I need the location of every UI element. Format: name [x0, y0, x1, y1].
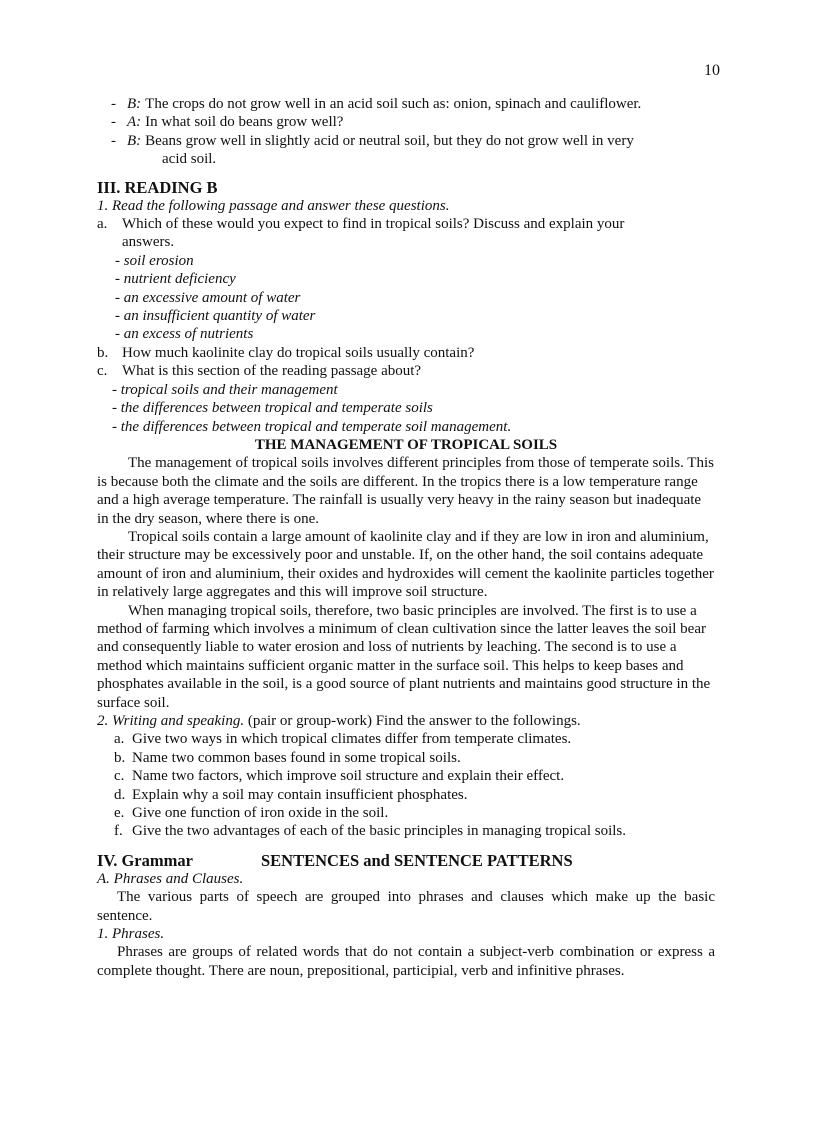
grammar-subheading: 1. Phrases.	[97, 926, 165, 943]
option-item: - the differences between tropical and temperate soils	[112, 400, 433, 417]
page-number: 10	[704, 62, 720, 79]
reading-instruction: 1. Read the following passage and answer these questions.	[97, 197, 450, 214]
task-letter: b.	[114, 749, 126, 766]
question-text: Which of these would you expect to find in tropical soils? Discuss and explain your	[122, 216, 625, 233]
dialogue-continuation: acid soil.	[162, 151, 217, 168]
passage-paragraph: Tropical soils contain a large amount of kaolinite clay and if they are low in iron and aluminium, their structure may be excessively poor and unstable. If, on the other hand, the soil contains adequate amount of iron and aluminium, their oxides and hydroxides will cement the kaolinite particles together in relatively large aggregates and this will improve soil structure.	[97, 528, 714, 601]
grammar-paragraph: The various parts of speech are grouped into phrases and clauses which make up the basic sentence.	[97, 889, 715, 924]
task-item	[97, 730, 715, 748]
speaker: B:	[127, 96, 142, 112]
question-letter: a.	[97, 216, 108, 233]
passage-title: THE MANAGEMENT OF TROPICAL SOILS	[254, 436, 558, 453]
grammar-paragraph: Phrases are groups of related words that do not contain a subject-verb combination or express a complete thought. There are noun, prepositional, participial, verb and infinitive phrases.	[97, 944, 715, 979]
grammar-subheading: A. Phrases and Clauses.	[97, 870, 244, 887]
dialogue-dash: -	[111, 96, 116, 112]
task-letter: c.	[114, 768, 125, 785]
question-letter: c.	[97, 363, 108, 380]
grammar-title: SENTENCES and SENTENCE PATTERNS	[261, 850, 573, 870]
task-text: Name two factors, which improve soil structure and explain their effect.	[132, 768, 565, 785]
task-text: Give one function of iron oxide in the soil.	[132, 805, 389, 822]
option-item: - nutrient deficiency	[115, 271, 236, 288]
question-continuation: answers.	[122, 234, 175, 251]
dialogue	[97, 95, 715, 169]
writing-instruction	[97, 712, 715, 730]
speaker: A:	[127, 114, 142, 131]
task-item	[97, 749, 715, 767]
writing-label: 2. Writing and speaking.	[97, 713, 245, 729]
task-letter: a.	[114, 731, 125, 748]
option-item: - the differences between tropical and temperate soil management.	[112, 418, 512, 435]
question-text: How much kaolinite clay do tropical soils usually contain?	[122, 344, 475, 361]
dialogue-dash: -	[111, 132, 116, 149]
task-text: Explain why a soil may contain insufficient phosphates.	[132, 786, 468, 803]
option-item: - an excessive amount of water	[115, 289, 301, 306]
task-letter: e.	[114, 805, 125, 822]
question-a	[97, 215, 715, 233]
section-heading-grammar	[97, 851, 715, 870]
task-item	[97, 804, 715, 822]
grammar-heading: IV. Grammar	[97, 850, 193, 870]
dialogue-text: The crops do not grow well in an acid soil such as: onion, spinach and cauliflower.	[145, 96, 642, 112]
dialogue-text: Beans grow well in slightly acid or neutral soil, but they do not grow well in very	[145, 132, 634, 149]
speaker: B:	[127, 132, 142, 149]
dialogue-line	[111, 113, 715, 131]
question-c	[97, 362, 715, 380]
task-letter: f.	[114, 823, 123, 840]
task-item	[97, 767, 715, 785]
task-letter: d.	[114, 786, 126, 803]
task-item	[97, 822, 715, 840]
task-text: Give the two advantages of each of the basic principles in managing tropical soils.	[132, 823, 627, 840]
dialogue-line	[111, 95, 715, 113]
task-list	[97, 730, 715, 840]
question-text: What is this section of the reading passage about?	[122, 363, 422, 380]
option-item: - soil erosion	[115, 252, 194, 269]
dialogue-text: In what soil do beans grow well?	[145, 114, 344, 131]
option-item: - tropical soils and their management	[112, 381, 338, 398]
option-item: - an insufficient quantity of water	[115, 308, 316, 325]
option-item: - an excess of nutrients	[115, 326, 254, 343]
task-text: Give two ways in which tropical climates differ from temperate climates.	[132, 731, 572, 748]
question-b	[97, 344, 715, 362]
passage-paragraph: When managing tropical soils, therefore, two basic principles are involved. The first is to use a method of farming which involves a minimum of clean cultivation since the latter leaves the soil bear and consequently liable to water erosion and loss of nutrients by leaching. The second is to use a method which maintains sufficient organic matter in the surface soil. This helps to keep bases and phosphates available in the soil, is a good source of plant nutrients and maintains good structure in the surface soil.	[97, 602, 711, 711]
dialogue-line	[111, 132, 715, 150]
task-item	[97, 786, 715, 804]
question-letter: b.	[97, 344, 109, 361]
dialogue-dash: -	[111, 114, 116, 131]
writing-rest: (pair or group-work) Find the answer to the followings.	[244, 713, 581, 729]
task-text: Name two common bases found in some tropical soils.	[132, 749, 461, 766]
section-heading-reading: III. READING B	[97, 177, 218, 197]
passage-paragraph: The management of tropical soils involves different principles from those of temperate soils. This is because both the climate and the soils are different. In the tropics there is a low temperature range and a high average temperature. The rainfall is usually very heavy in the rainy season but inadequate in the dry season, where there is one.	[97, 455, 714, 527]
page-content	[97, 95, 715, 980]
